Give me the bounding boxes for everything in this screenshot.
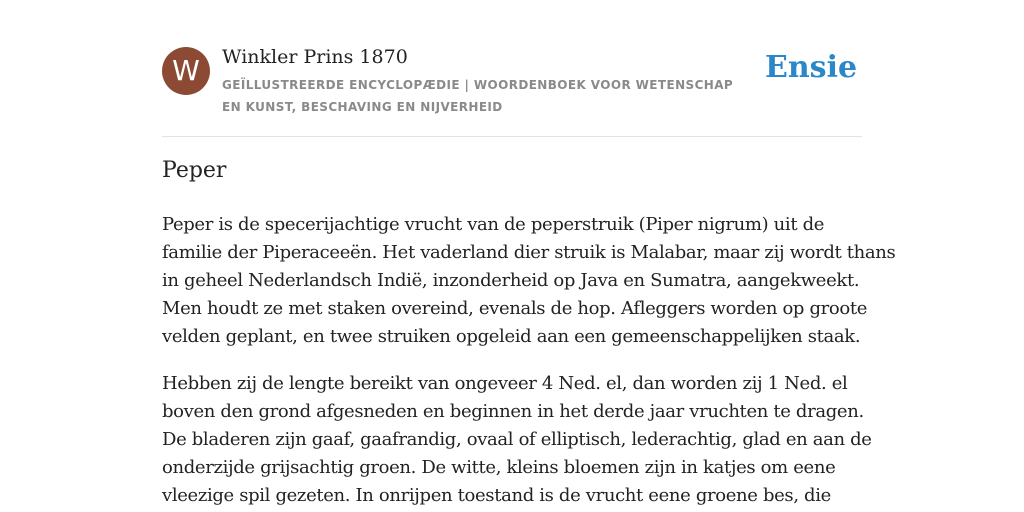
text-line: vleezige spil gezeten. In onrijpen toestand is de vrucht eene groene bes, die (162, 485, 831, 506)
avatar[interactable]: W (162, 47, 210, 95)
text-line: Hebben zij de lengte bereikt van ongeveer 4 Ned. el, dan worden zij 1 Ned. el (162, 373, 848, 394)
text-line: boven den grond afgesneden en beginnen in het derde jaar vruchten te dragen. (162, 401, 864, 422)
text-line: Men houdt ze met staken overeind, evenals de hop. Afleggers worden op groote (162, 298, 868, 319)
text-line: familie der Piperaceeën. Het vaderland dier struik is Malabar, maar zij wordt thans (162, 242, 896, 263)
paragraph (162, 211, 896, 351)
paragraph (162, 370, 872, 510)
text-line: in geheel Nederlandsch Indië, inzonderheid op Java en Sumatra, aangekweekt. (162, 270, 860, 291)
text-line: onderzijde grijsachtig groen. De witte, kleins bloemen zijn in katjes om eene (162, 457, 836, 478)
entry-title: Peper (162, 158, 227, 183)
brand-logo-link[interactable]: Ensie (765, 50, 858, 85)
text-line: velden geplant, en twee struiken opgeleid aan een gemeenschappelijken staak. (162, 326, 861, 347)
source-subtitle: GEÏLLUSTREERDE ENCYCLOPÆDIE | WOORDENBOEK VOOR WETENSCHAP EN KUNST, BESCHAVING EN NIJVERHEID (222, 78, 734, 114)
header (162, 44, 862, 137)
text-line: Peper is de specerijachtige vrucht van de peperstruik (Piper nigrum) uit de (162, 214, 825, 235)
entry-body (162, 211, 896, 512)
text-line: De bladeren zijn gaaf, gaafrandig, ovaal of elliptisch, lederachtig, glad en aan de (162, 429, 872, 450)
source-title[interactable]: Winkler Prins 1870 (222, 46, 408, 68)
